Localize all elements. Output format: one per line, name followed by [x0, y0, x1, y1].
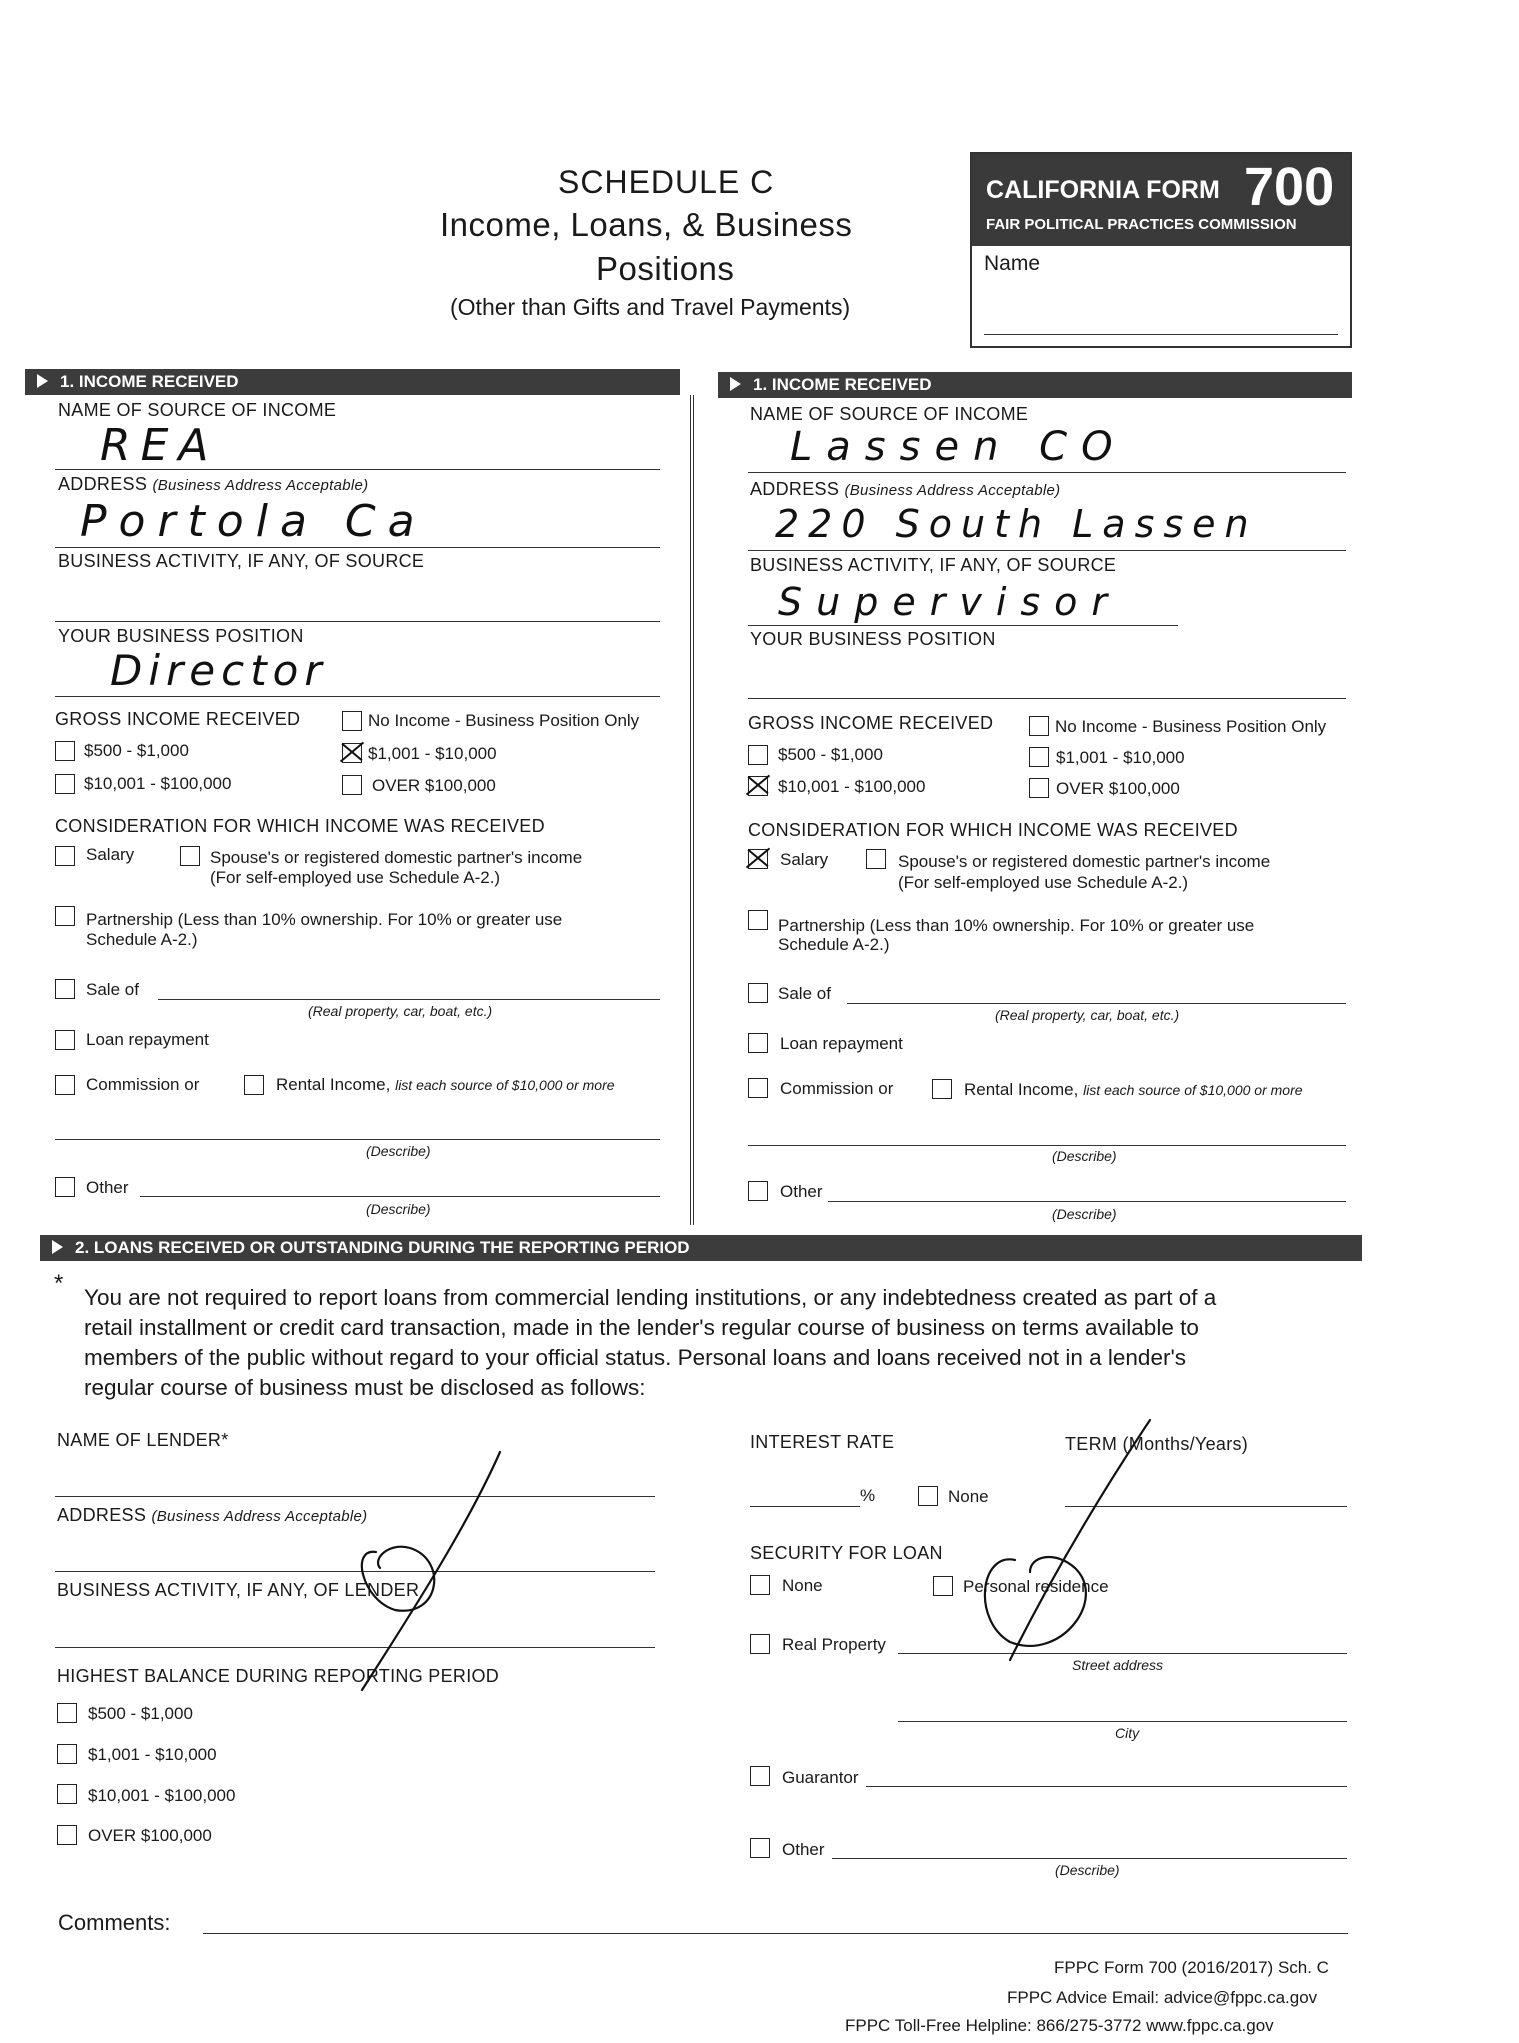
left-spouse-note: (For self-employed use Schedule A-2.) [210, 868, 501, 887]
left-range4-label: OVER $100,000 [372, 776, 496, 795]
schedule-title: SCHEDULE C [558, 164, 775, 200]
balance2-label: $1,001 - $10,000 [88, 1745, 217, 1764]
right-range2-label: $1,001 - $10,000 [1056, 748, 1185, 767]
left-no-income-label: No Income - Business Position Only [368, 711, 640, 730]
left-cross-stroke [362, 1452, 500, 1690]
balance4-label: OVER $100,000 [88, 1826, 212, 1845]
form-title-line2: Positions [596, 250, 735, 287]
term-label: TERM (Months/Years) [1065, 1434, 1249, 1454]
left-other-describe: (Describe) [366, 1201, 431, 1217]
street-address-label: Street address [1072, 1657, 1164, 1673]
lender-activity-label: BUSINESS ACTIVITY, IF ANY, OF LENDER [57, 1580, 420, 1600]
right-other-describe: (Describe) [1052, 1206, 1117, 1222]
right-cross-stroke [1010, 1420, 1150, 1660]
interest-none-label: None [948, 1487, 989, 1506]
right-address-value[interactable]: 220 South Lassen [775, 502, 1258, 546]
guarantor-label: Guarantor [782, 1768, 859, 1787]
right-activity-label: BUSINESS ACTIVITY, IF ANY, OF SOURCE [750, 555, 1117, 575]
right-partnership-label: Partnership (Less than 10% ownership. For 10% or greater use [778, 916, 1255, 935]
balance-label: HIGHEST BALANCE DURING REPORTING PERIOD [57, 1666, 500, 1686]
right-commission-describe: (Describe) [1052, 1148, 1117, 1164]
balance1-label: $500 - $1,000 [88, 1704, 193, 1723]
real-property-label: Real Property [782, 1635, 886, 1654]
percent-sign: % [860, 1486, 876, 1505]
right-partnership-label2: Schedule A-2.) [778, 935, 890, 954]
left-partnership-label2: Schedule A-2.) [86, 930, 198, 949]
left-position-label: YOUR BUSINESS POSITION [58, 626, 304, 646]
left-commission-label: Commission or [86, 1075, 200, 1094]
right-source-value[interactable]: Lassen CO [790, 424, 1127, 470]
left-source-value[interactable]: REA [100, 420, 219, 471]
right-activity-value[interactable]: Supervisor [778, 580, 1122, 624]
left-address-value[interactable]: Portola Ca [80, 496, 427, 547]
footer-advice-email: FPPC Advice Email: advice@fppc.ca.gov [1007, 1988, 1318, 2007]
left-consideration-label: CONSIDERATION FOR WHICH INCOME WAS RECEIVED [55, 816, 545, 836]
loans-asterisk: * [54, 1270, 64, 1297]
security-other-describe: (Describe) [1055, 1862, 1120, 1878]
form-subtitle: (Other than Gifts and Travel Payments) [450, 294, 851, 320]
section1-right-band: 1. INCOME RECEIVED [718, 372, 1352, 398]
name-label: Name [984, 252, 1041, 275]
left-commission-describe: (Describe) [366, 1143, 431, 1159]
right-range3-label: $10,001 - $100,000 [778, 777, 926, 796]
right-rental-label: Rental Income, list each source of $10,000 or more [964, 1080, 1303, 1099]
footer-form-id: FPPC Form 700 (2016/2017) Sch. C [1054, 1958, 1329, 1977]
balance3-label: $10,001 - $100,000 [88, 1786, 236, 1805]
form-title-line1: Income, Loans, & Business [440, 206, 853, 243]
right-salary-label: Salary [780, 850, 829, 869]
left-spouse-label: Spouse's or registered domestic partner's income [210, 848, 583, 867]
interest-label: INTEREST RATE [750, 1432, 895, 1452]
right-loop-stroke [985, 1557, 1086, 1646]
right-no-income-label: No Income - Business Position Only [1055, 717, 1327, 736]
footer-helpline: FPPC Toll-Free Helpline: 866/275-3772 www.fppc.ca.gov [845, 2016, 1274, 2035]
left-loop-stroke [362, 1547, 434, 1611]
left-address-label: ADDRESS (Business Address Acceptable) [58, 474, 369, 494]
personal-residence-label: Personal residence [963, 1577, 1109, 1596]
left-other-label: Other [86, 1178, 129, 1197]
commission-label: FAIR POLITICAL PRACTICES COMMISSION [986, 216, 1297, 233]
lender-address-label: ADDRESS (Business Address Acceptable) [57, 1505, 368, 1525]
right-sale-note: (Real property, car, boat, etc.) [995, 1007, 1180, 1023]
right-commission-label: Commission or [780, 1079, 894, 1098]
left-range2-label: $1,001 - $10,000 [368, 744, 497, 763]
comments-line[interactable] [203, 1933, 1348, 1934]
right-other-label: Other [780, 1182, 823, 1201]
security-other-label: Other [782, 1840, 825, 1859]
left-loan-repayment-label: Loan repayment [86, 1030, 209, 1049]
left-rental-label: Rental Income, list each source of $10,000 or more [276, 1075, 615, 1094]
left-activity-label: BUSINESS ACTIVITY, IF ANY, OF SOURCE [58, 551, 425, 571]
left-partnership-label: Partnership (Less than 10% ownership. For 10% or greater use [86, 910, 563, 929]
right-spouse-label: Spouse's or registered domestic partner's income [898, 852, 1271, 871]
right-consideration-label: CONSIDERATION FOR WHICH INCOME WAS RECEIVED [748, 820, 1238, 840]
lender-label: NAME OF LENDER* [57, 1430, 229, 1450]
loans-notice-line1: You are not required to report loans from commercial lending institutions, or any indebtedness created as part of a [84, 1285, 1217, 1310]
right-position-label: YOUR BUSINESS POSITION [750, 629, 996, 649]
security-none-label: None [782, 1576, 823, 1595]
security-label: SECURITY FOR LOAN [750, 1543, 943, 1563]
city-label: City [1115, 1725, 1140, 1741]
left-sale-note: (Real property, car, boat, etc.) [308, 1003, 493, 1019]
left-gross-label: GROSS INCOME RECEIVED [55, 709, 301, 729]
comments-label: Comments: [58, 1910, 171, 1935]
loans-notice-line4: regular course of business must be disclosed as follows: [84, 1375, 646, 1400]
loans-notice-line3: members of the public without regard to your official status. Personal loans and loans received not in a lender's [84, 1345, 1186, 1370]
right-gross-label: GROSS INCOME RECEIVED [748, 713, 994, 733]
left-range1-label: $500 - $1,000 [84, 741, 189, 760]
right-address-label: ADDRESS (Business Address Acceptable) [750, 479, 1061, 499]
form-number: 700 [1244, 157, 1335, 217]
right-range4-label: OVER $100,000 [1056, 779, 1180, 798]
right-sale-label: Sale of [778, 984, 831, 1003]
left-salary-label: Salary [86, 845, 135, 864]
left-position-value[interactable]: Director [110, 646, 328, 695]
left-sale-label: Sale of [86, 980, 139, 999]
form-label: CALIFORNIA FORM [986, 176, 1220, 204]
right-source-label: NAME OF SOURCE OF INCOME [750, 404, 1029, 424]
left-range3-label: $10,001 - $100,000 [84, 774, 232, 793]
section1-left-band: 1. INCOME RECEIVED [25, 369, 680, 395]
left-source-label: NAME OF SOURCE OF INCOME [58, 400, 337, 420]
right-loan-repayment-label: Loan repayment [780, 1034, 903, 1053]
right-spouse-note: (For self-employed use Schedule A-2.) [898, 873, 1189, 892]
right-range1-label: $500 - $1,000 [778, 745, 883, 764]
section2-band: 2. LOANS RECEIVED OR OUTSTANDING DURING THE REPORTING PERIOD [40, 1235, 1362, 1261]
loans-notice-line2: retail installment or credit card transaction, made in the lender's regular course of business on terms available to [84, 1315, 1199, 1340]
